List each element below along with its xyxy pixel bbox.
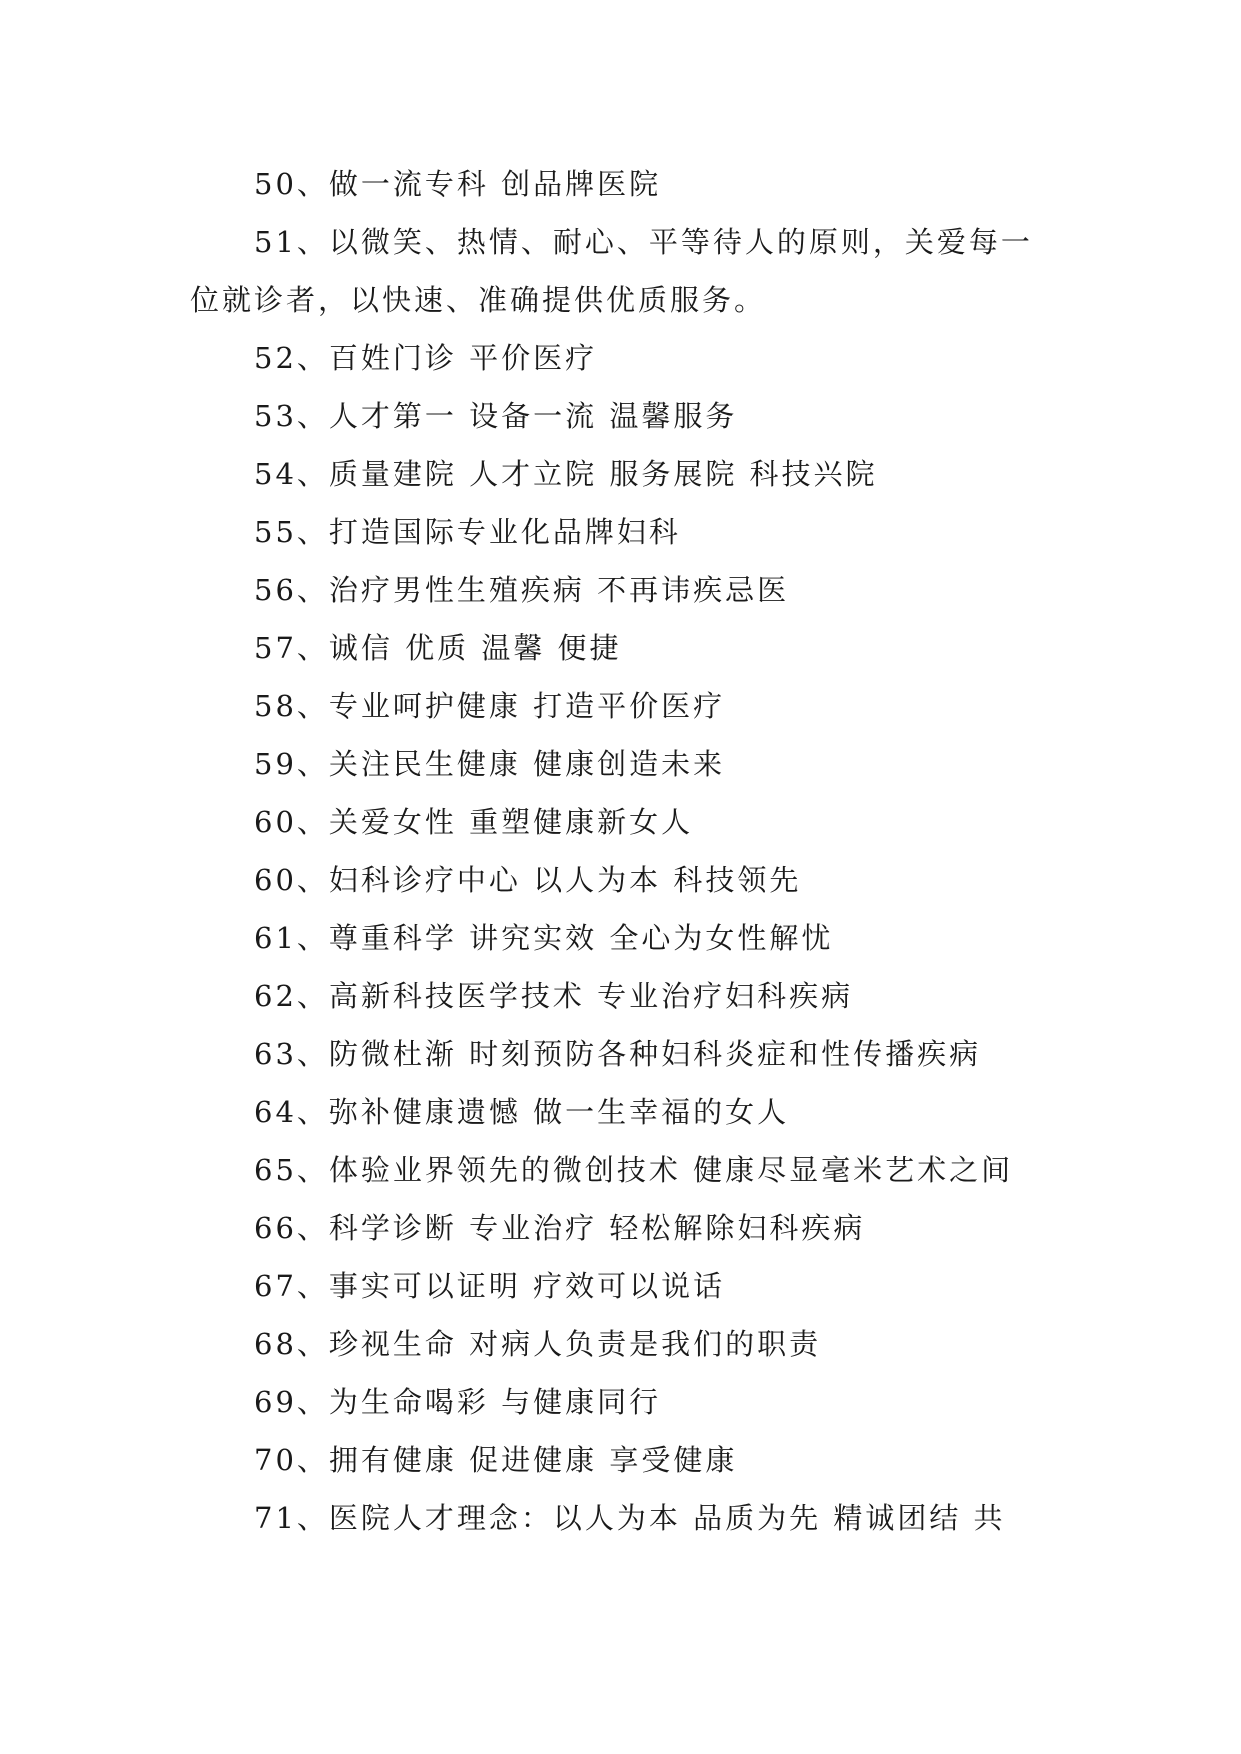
paragraph: 50、做一流专科 创品牌医院 xyxy=(254,167,662,201)
paragraph: 66、科学诊断 专业治疗 轻松解除妇科疾病 xyxy=(254,1211,866,1245)
paragraph: 60、妇科诊疗中心 以人为本 科技领先 xyxy=(254,863,802,897)
paragraph: 56、治疗男性生殖疾病 不再讳疾忌医 xyxy=(254,573,790,607)
document-body xyxy=(190,155,1050,1547)
paragraph: 51、以微笑、热情、耐心、平等待人的原则，关爱每一位就诊者，以快速、准确提供优质服务。 xyxy=(190,225,1033,317)
paragraph: 70、拥有健康 促进健康 享受健康 xyxy=(254,1443,738,1477)
paragraph: 61、尊重科学 讲究实效 全心为女性解忧 xyxy=(254,921,834,955)
paragraph: 59、关注民生健康 健康创造未来 xyxy=(254,747,726,781)
paragraph: 57、诚信 优质 温馨 便捷 xyxy=(254,631,622,665)
paragraph: 65、体验业界领先的微创技术 健康尽显毫米艺术之间 xyxy=(254,1153,1014,1187)
paragraph: 62、高新科技医学技术 专业治疗妇科疾病 xyxy=(254,979,854,1013)
paragraph: 71、医院人才理念：以人为本 品质为先 精诚团结 共 xyxy=(254,1501,1006,1535)
paragraph: 67、事实可以证明 疗效可以说话 xyxy=(254,1269,726,1303)
paragraph: 54、质量建院 人才立院 服务展院 科技兴院 xyxy=(254,457,878,491)
paragraph: 63、防微杜渐 时刻预防各种妇科炎症和性传播疾病 xyxy=(254,1037,982,1071)
paragraph: 53、人才第一 设备一流 温馨服务 xyxy=(254,399,738,433)
paragraph: 69、为生命喝彩 与健康同行 xyxy=(254,1385,662,1419)
paragraph: 55、打造国际专业化品牌妇科 xyxy=(254,515,681,549)
paragraph: 60、关爱女性 重塑健康新女人 xyxy=(254,805,694,839)
paragraph: 52、百姓门诊 平价医疗 xyxy=(254,341,598,375)
paragraph: 58、专业呵护健康 打造平价医疗 xyxy=(254,689,726,723)
paragraph: 64、弥补健康遗憾 做一生幸福的女人 xyxy=(254,1095,790,1129)
paragraph: 68、珍视生命 对病人负责是我们的职责 xyxy=(254,1327,822,1361)
